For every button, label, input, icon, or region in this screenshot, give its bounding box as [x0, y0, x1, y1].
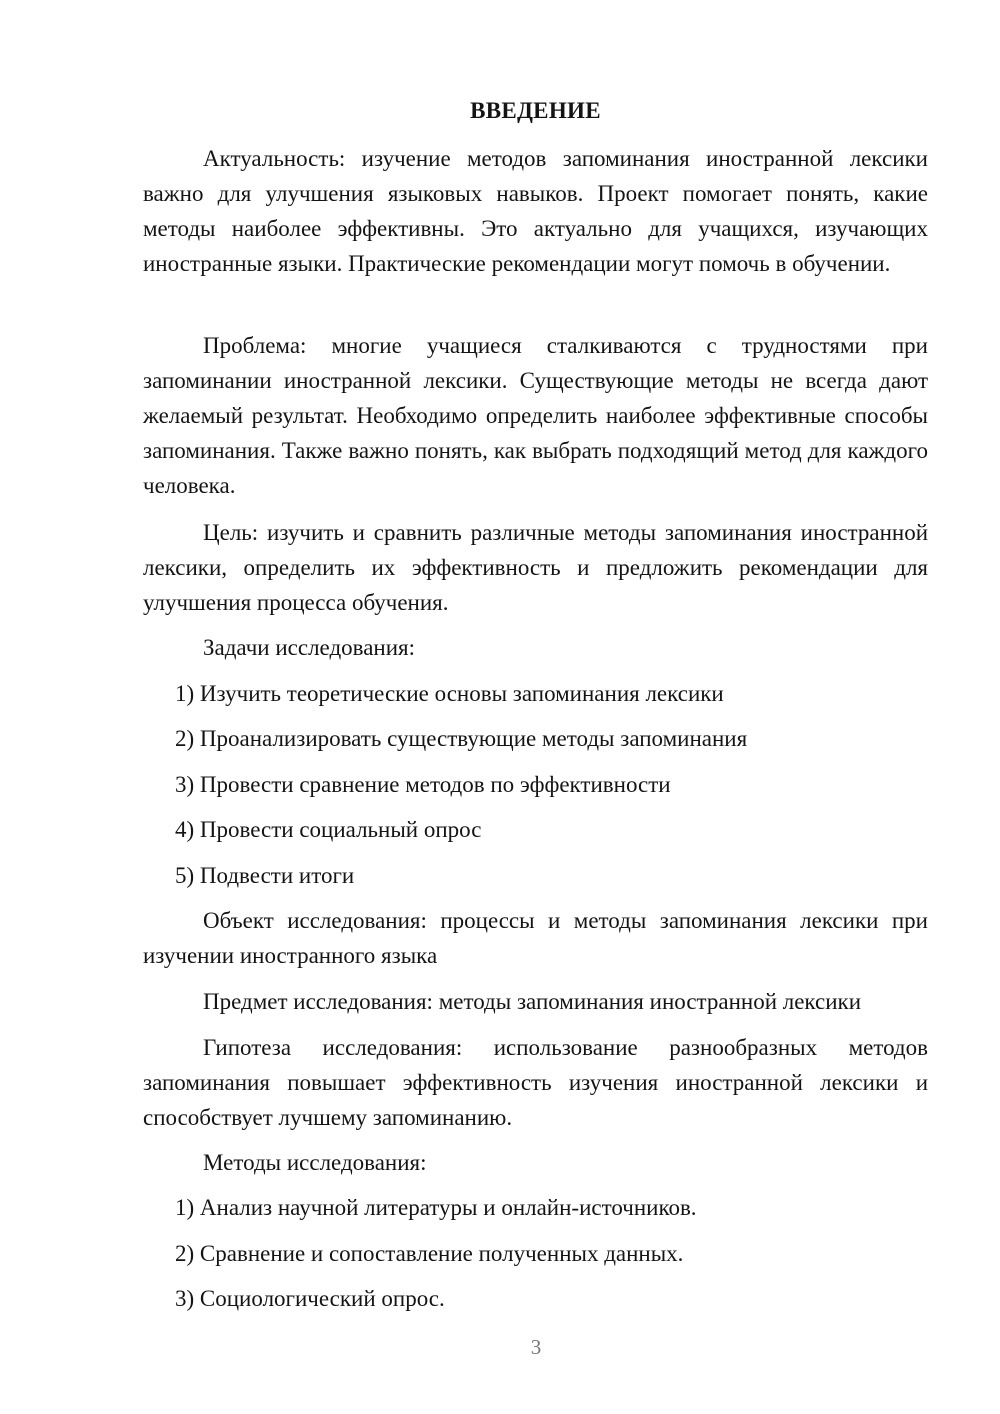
- goal-paragraph: Цель: изучить и сравнить различные методы запоминания иностранной лексики, определить их эффективность и предложить рекомендации для улучшения процесса обучения.: [143, 520, 928, 615]
- task-item-4: 4) Провести социальный опрос: [175, 817, 482, 842]
- method-item-1: 1) Анализ научной литературы и онлайн-источников.: [175, 1195, 697, 1220]
- task-item-1: 1) Изучить теоретические основы запоминания лексики: [175, 681, 724, 706]
- relevance-paragraph: Актуальность: изучение методов запоминания иностранной лексики важно для улучшения языковых навыков. Проект помогает понять, какие методы наиболее эффективны. Это актуально для учащихся, изучающих иностранные языки. Практические рекомендации могут помочь в обучении.: [143, 146, 928, 276]
- object-paragraph: Объект исследования: процессы и методы запоминания лексики при изучении иностранного языка: [143, 908, 928, 968]
- methods-title: Методы исследования:: [203, 1150, 427, 1175]
- task-item-5: 5) Подвести итоги: [175, 863, 355, 888]
- task-item-3: 3) Провести сравнение методов по эффективности: [175, 772, 671, 797]
- task-item-2: 2) Проанализировать существующие методы запоминания: [175, 726, 748, 751]
- page-number: 3: [530, 1335, 542, 1359]
- method-item-3: 3) Социологический опрос.: [175, 1286, 445, 1311]
- section-heading: ВВЕДЕНИЕ: [470, 98, 601, 123]
- method-item-2: 2) Сравнение и сопоставление полученных данных.: [175, 1241, 684, 1266]
- tasks-title: Задачи исследования:: [203, 635, 416, 660]
- hypothesis-paragraph: Гипотеза исследования: использование разнообразных методов запоминания повышает эффективность изучения иностранной лексики и способствует лучшему запоминанию.: [143, 1035, 928, 1130]
- problem-paragraph: Проблема: многие учащиеся сталкиваются с трудностями при запоминании иностранной лексики. Существующие методы не всегда дают желаемый результат. Необходимо определить наиболее эффективные способы запоминания. Также важно понять, как выбрать подходящий метод для каждого человека.: [143, 333, 928, 498]
- subject-paragraph: Предмет исследования: методы запоминания иностранной лексики: [203, 989, 862, 1014]
